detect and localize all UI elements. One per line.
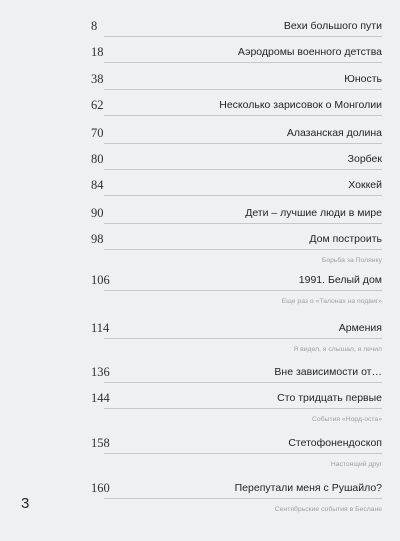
toc-entry-rule [104, 338, 382, 339]
toc-entry [0, 422, 400, 468]
toc-entry-title: Стетофонендоскоп [288, 437, 382, 449]
toc-entry-title: Дети – лучшие люди в мире [245, 207, 382, 219]
toc-entry-title: Аэродромы военного детства [237, 46, 382, 58]
toc-entry-page: 38 [91, 72, 104, 86]
toc-entry-title: Хоккей [348, 179, 382, 191]
toc-entry-title: Вне зависимости от… [274, 366, 382, 378]
toc-entry-title: Юность [344, 73, 382, 85]
toc-entry-page: 160 [91, 481, 110, 495]
toc-entry [0, 307, 400, 353]
toc-entry-page: 98 [91, 232, 104, 246]
toc-entry-title: Сто тридцать первые [277, 392, 382, 404]
toc-entry-rule [104, 249, 382, 250]
toc-entry-subtitle: События «Норд-оста» [311, 416, 382, 423]
toc-entry-title: 1991. Белый дом [298, 274, 382, 286]
toc-entry-page: 70 [91, 126, 104, 140]
toc-entry-page: 8 [91, 19, 98, 33]
toc-entry-title: Дом построить [309, 233, 382, 245]
toc-entry-title: Армения [338, 322, 382, 334]
toc-entry-subtitle: Настоящий друг [330, 461, 382, 468]
toc-entry-subtitle: Сентябрьские события в Беслане [274, 506, 382, 513]
toc-entry-page: 90 [91, 206, 104, 220]
page-number: 3 [21, 495, 30, 512]
toc-entry-rule [104, 408, 382, 409]
toc-entry-page: 62 [91, 98, 104, 112]
toc-entry-title: Несколько зарисовок о Монголии [219, 99, 382, 111]
toc-entry-title: Вехи большого пути [283, 20, 382, 32]
toc-entry [0, 259, 400, 305]
toc-entry-title: Перепутали меня с Рушайло? [234, 482, 382, 494]
toc-entry-page: 158 [91, 436, 110, 450]
toc-entry-subtitle: Я видел, я слышал, я лечил [293, 346, 382, 353]
toc-entry-rule [104, 498, 382, 499]
toc-entry-page: 18 [91, 45, 104, 59]
toc-entry [0, 218, 400, 264]
toc-entry-page: 80 [91, 152, 104, 166]
toc-entry-rule [104, 453, 382, 454]
toc-entry-title: Алазанская долина [286, 127, 382, 139]
toc-entry-subtitle: Еще раз о «Талонах на подвиг» [281, 298, 382, 305]
toc-entry-page: 136 [91, 365, 110, 379]
toc-entry-rule [104, 290, 382, 291]
toc-entry-subtitle: Борьба за Полянку [321, 257, 382, 264]
toc-entry [0, 467, 400, 513]
toc-entry-page: 106 [91, 273, 110, 287]
toc-entry-title: Зорбек [347, 153, 382, 165]
toc-entry-page: 144 [91, 391, 110, 405]
toc-entry-page: 84 [91, 178, 104, 192]
toc-entry-page: 114 [91, 321, 110, 335]
toc-entry [0, 377, 400, 423]
